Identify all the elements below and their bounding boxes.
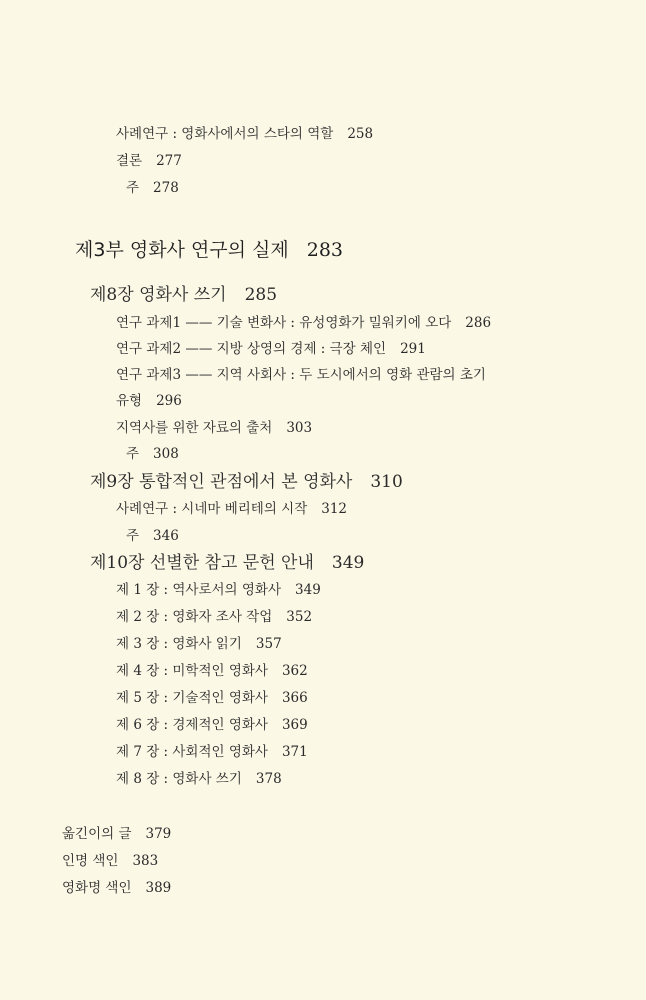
toc-entry-conclusion: 결론 277 (116, 153, 182, 169)
toc-entry-biblio-3: 제 3 장 : 영화사 읽기 357 (116, 636, 282, 652)
page-number: 357 (255, 636, 282, 652)
page-number: 303 (286, 420, 313, 436)
chapter-10-heading: 제10장 선별한 참고 문헌 안내 349 (90, 553, 365, 573)
page-number: 378 (255, 771, 282, 787)
toc-entry-cinema-verite: 사례연구 : 시네마 베리테의 시작 312 (116, 501, 348, 517)
page-number: 258 (347, 126, 374, 142)
toc-entry-biblio-1: 제 1 장 : 역사로서의 영화사 349 (116, 582, 321, 598)
toc-entry-notes: 주 346 (126, 528, 179, 544)
page-number: 366 (281, 690, 308, 706)
page-number: 369 (281, 717, 308, 733)
toc-entry-film-index: 영화명 색인 389 (62, 880, 172, 896)
toc-entry-biblio-5: 제 5 장 : 기술적인 영화사 366 (116, 690, 308, 706)
page-number: 291 (400, 341, 426, 357)
page-number: 346 (153, 528, 179, 544)
page-number: 278 (153, 180, 179, 196)
toc-entry-translator-note: 옮긴이의 글 379 (62, 826, 172, 842)
page-number: 349 (295, 582, 321, 598)
page-number: 383 (132, 853, 159, 869)
toc-entry-biblio-2: 제 2 장 : 영화자 조사 작업 352 (116, 609, 313, 625)
toc-entry-star-case-study: 사례연구 : 영화사에서의 스타의 역할 258 (116, 126, 374, 142)
page-number: 362 (281, 663, 308, 679)
toc-entry-biblio-4: 제 4 장 : 미학적인 영화사 362 (116, 663, 308, 679)
page-number: 285 (244, 285, 278, 305)
page-number: 296 (156, 393, 182, 409)
toc-entry-biblio-6: 제 6 장 : 경제적인 영화사 369 (116, 717, 308, 733)
page-number: 389 (145, 880, 172, 896)
toc-entry-biblio-8: 제 8 장 : 영화사 쓰기 378 (116, 771, 282, 787)
page-number: 286 (465, 315, 492, 331)
toc-entry-research-3: 연구 과제3 —— 지역 사회사 : 두 도시에서의 영화 관람의 초기 (116, 367, 486, 383)
page-number: 379 (145, 826, 172, 842)
toc-entry-research-1: 연구 과제1 —— 기술 변화사 : 유성영화가 밀워키에 오다 286 (116, 315, 492, 331)
toc-entry-notes: 주 308 (126, 446, 179, 462)
page-number: 277 (156, 153, 182, 169)
page-number: 308 (153, 446, 179, 462)
part-3-heading: 제3부 영화사 연구의 실제 283 (75, 239, 344, 261)
page-number: 352 (286, 609, 313, 625)
toc-entry-notes: 주 278 (126, 180, 179, 196)
toc-entry-local-sources: 지역사를 위한 자료의 출처 303 (116, 420, 313, 436)
page-number: 283 (306, 239, 344, 261)
toc-entry-research-2: 연구 과제2 —— 지방 상영의 경제 : 극장 체인 291 (116, 341, 426, 357)
page-number: 371 (281, 744, 308, 760)
toc-entry-biblio-7: 제 7 장 : 사회적인 영화사 371 (116, 744, 308, 760)
chapter-8-heading: 제8장 영화사 쓰기 285 (90, 285, 278, 305)
page-number: 310 (370, 472, 403, 492)
page-number: 349 (331, 553, 365, 573)
toc-entry-research-3-cont: 유형 296 (116, 393, 182, 409)
chapter-9-heading: 제9장 통합적인 관점에서 본 영화사 310 (90, 472, 403, 492)
page-number: 312 (321, 501, 348, 517)
toc-entry-name-index: 인명 색인 383 (62, 853, 159, 869)
